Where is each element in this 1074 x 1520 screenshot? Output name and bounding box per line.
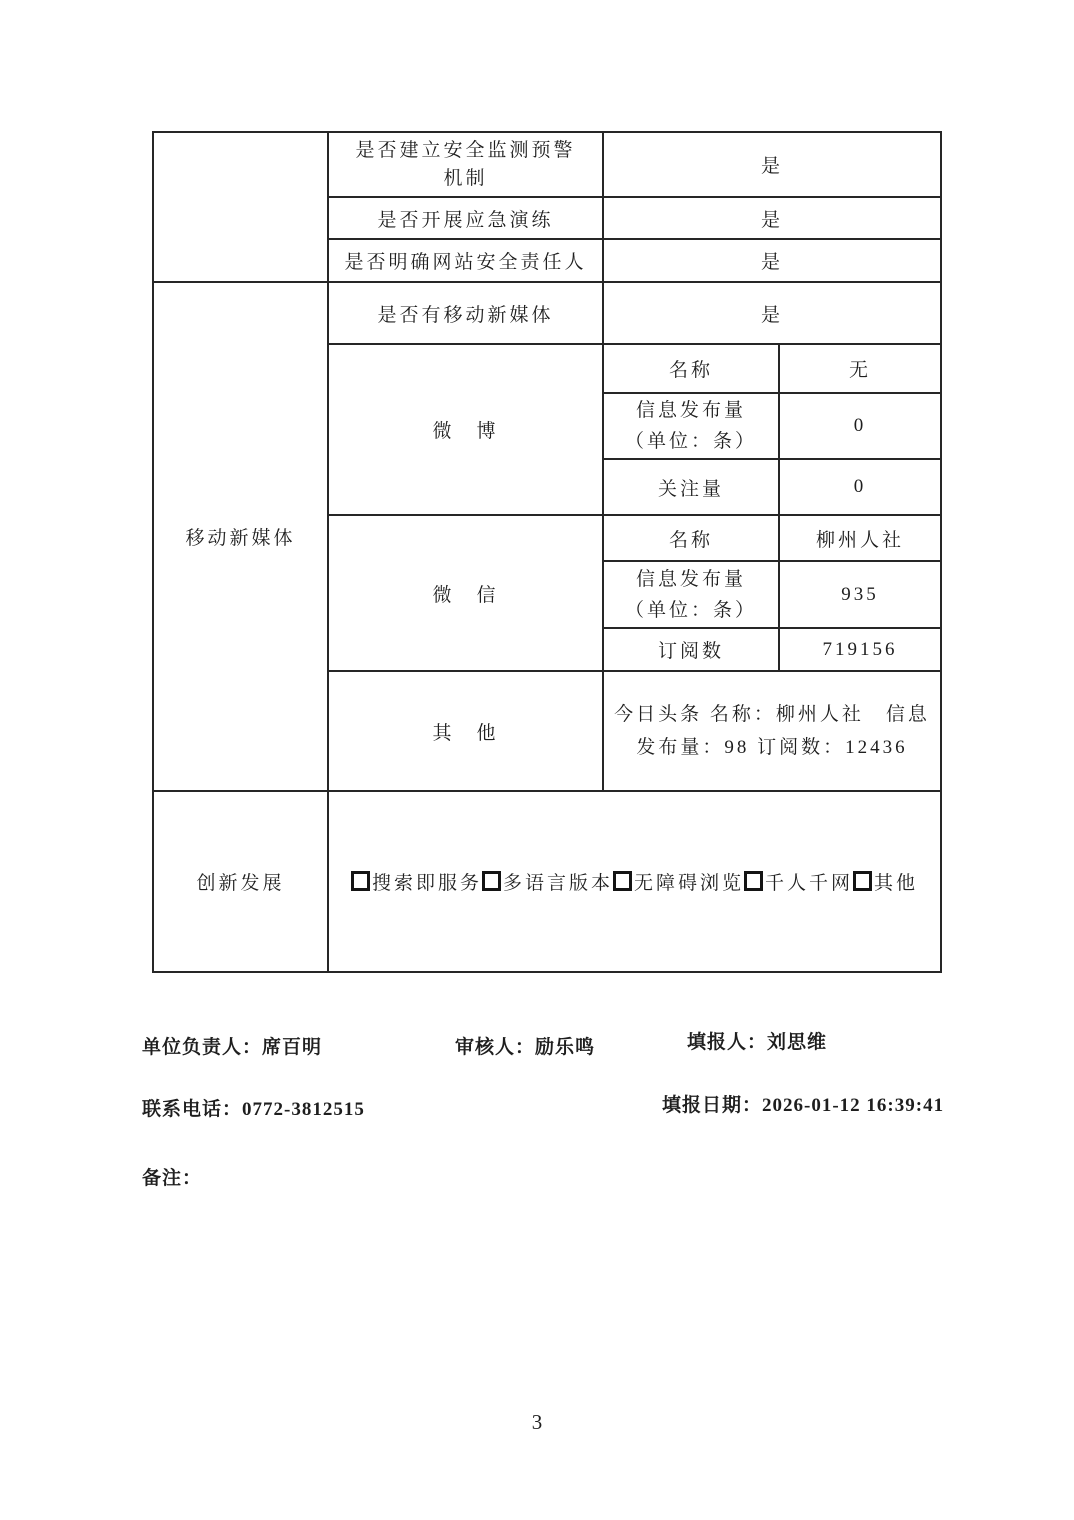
- filler-name: 刘思维: [767, 1032, 828, 1053]
- phone-line: [142, 1094, 365, 1121]
- unit-head-label: 单位负责人：: [142, 1037, 263, 1058]
- has-mobile-media-label: 是否有移动新媒体: [328, 282, 603, 344]
- checkbox-icon: [613, 871, 632, 891]
- security-row-drill-label: 是否开展应急演练: [328, 197, 603, 239]
- filler-label: 填报人：: [687, 1032, 768, 1053]
- table-row: [153, 791, 941, 972]
- weibo-name-label: 名称: [603, 344, 779, 393]
- phone-label: 联系电话：: [142, 1099, 243, 1120]
- innovation-option-accessibility: [613, 873, 744, 894]
- security-row-responsible-label: 是否明确网站安全责任人: [328, 239, 603, 282]
- report-date-value: 2026-01-12 16:39:41: [762, 1095, 945, 1116]
- phone-number: 0772-3812515: [242, 1099, 365, 1120]
- checkbox-label: 多语言版本: [502, 873, 613, 894]
- table-row: [153, 132, 941, 197]
- innovation-options-cell: [328, 791, 941, 972]
- unit-head-name: 席百明: [262, 1037, 323, 1058]
- security-row-responsible-value: 是: [603, 239, 941, 282]
- security-row-monitoring-value: 是: [603, 132, 941, 197]
- innovation-section-title: 创新发展: [153, 791, 328, 972]
- wechat-name-label: 名称: [603, 515, 779, 561]
- wechat-publish-label-line1: 信息发布量: [635, 568, 746, 590]
- innovation-option-multilang: [482, 873, 613, 894]
- checkbox-icon: [744, 871, 763, 891]
- innovation-option-search: [351, 873, 482, 894]
- remark-line: [142, 1163, 202, 1190]
- weibo-name-value: 无: [779, 344, 941, 393]
- weibo-follow-label: 关注量: [603, 459, 779, 515]
- wechat-group-label: 微 信: [328, 515, 603, 671]
- checkbox-icon: [482, 871, 501, 891]
- reviewer-line: [455, 1032, 595, 1059]
- other-media-value-line2: 发布量：98 订阅数：12436: [636, 737, 908, 758]
- other-media-label: 其 他: [328, 671, 603, 791]
- weibo-group-label: 微 博: [328, 344, 603, 515]
- weibo-publish-label-cell: [603, 393, 779, 459]
- reviewer-name: 励乐鸣: [535, 1037, 596, 1058]
- wechat-subscribe-value: 719156: [779, 628, 941, 671]
- checkbox-icon: [853, 871, 872, 891]
- wechat-publish-value: 935: [779, 561, 941, 628]
- security-section-empty-cell: [153, 132, 328, 282]
- security-row-monitoring-label: 是否建立安全监测预警机制: [355, 139, 576, 189]
- security-row-monitoring-label-cell: [328, 132, 603, 197]
- wechat-subscribe-label: 订阅数: [603, 628, 779, 671]
- wechat-name-value: 柳州人社: [779, 515, 941, 561]
- innovation-option-other: [853, 873, 918, 894]
- report-date-line: [662, 1090, 944, 1117]
- wechat-publish-label-cell: [603, 561, 779, 628]
- checkbox-label: 千人千网: [765, 873, 854, 894]
- checkbox-label: 无障碍浏览: [634, 873, 745, 894]
- unit-head-line: [142, 1032, 322, 1059]
- has-mobile-media-value: 是: [603, 282, 941, 344]
- weibo-publish-label-line1: 信息发布量: [635, 400, 746, 421]
- weibo-publish-label-line2: （单位：条）: [624, 431, 757, 452]
- filler-line: [687, 1027, 827, 1054]
- weibo-publish-value: 0: [779, 393, 941, 459]
- reviewer-label: 审核人：: [455, 1037, 536, 1058]
- mobile-media-section-title: 移动新媒体: [153, 282, 328, 791]
- table-row: [153, 282, 941, 344]
- innovation-option-personalized: [744, 873, 853, 894]
- security-row-drill-value: 是: [603, 197, 941, 239]
- wechat-publish-label-line2: （单位：条）: [624, 599, 757, 621]
- other-media-value-line1: 今日头条 名称：柳州人社 信息: [614, 704, 930, 725]
- page-number: 3: [531, 1410, 543, 1434]
- checkbox-label: 其他: [874, 873, 919, 894]
- report-table: [152, 131, 942, 973]
- report-date-label: 填报日期：: [662, 1095, 763, 1116]
- other-media-value-cell: [603, 671, 941, 791]
- checkbox-icon: [351, 871, 370, 891]
- remark-label: 备注：: [142, 1168, 203, 1189]
- checkbox-label: 搜索即服务: [371, 873, 482, 894]
- weibo-follow-value: 0: [779, 459, 941, 515]
